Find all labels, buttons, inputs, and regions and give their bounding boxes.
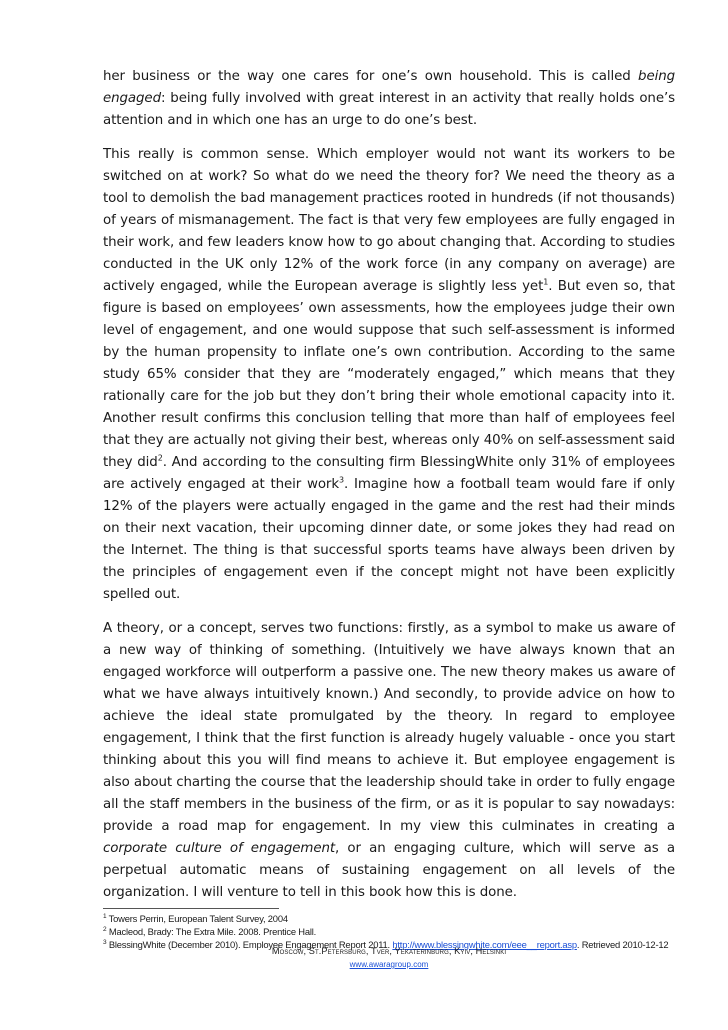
paragraph-3: [103, 618, 675, 904]
text-run: A theory, or a concept, serves two functions: firstly, as a symbol to make us aware of a new way of thinking of something. (Intuitively we have always known that an engaged workforce will outperform a passive one. The new theory makes us aware of what we have always intuitively known.) And secondly, to provide advice on how to achieve the ideal state promulgated by the theory. In regard to employee engagement, I think that the first function is already hugely valuable - once you start thinking about this you will find means to achieve it. But employee engagement is also about charting the course that the leadership should take in order to fully engage all the staff members in the business of the firm, or as it is popular to say nowadays: provide a road map for engagement. In my view this culminates in creating a: [103, 621, 675, 834]
footnote-1: [103, 912, 683, 925]
body-text: [103, 66, 675, 916]
text-run: . Imagine how a football team would fare if only 12% of the players were actually engaged in the game and the rest had their minds on their next vacation, their upcoming dinner date, or some jokes they had read on the Internet. The thing is that successful sports teams have always been driven by the principles of engagement even if the concept might not have been explicitly spelled out.: [103, 477, 675, 602]
footnote-ref-2[interactable]: 2: [157, 453, 163, 463]
footnote-text: BlessingWhite (December 2010). Employee Engagement Report 2011.: [108, 939, 390, 950]
footnote-2: [103, 925, 683, 938]
paragraph-2: [103, 144, 675, 606]
footnote-number: 1: [103, 912, 107, 920]
text-run: , or an engaging culture, which will serve as a perpetual automatic means of sustaining engagement on all levels of the organization. I will venture to tell in this book how this is done.: [103, 841, 675, 900]
footer-website-link[interactable]: www.awaragroup.com: [349, 960, 429, 969]
footnote-number: 3: [103, 938, 107, 946]
text-run: : being fully involved with great interest in an activity that really holds one’s attention and in which one has an urge to do one’s best.: [103, 91, 675, 128]
footer-cities: Moscow, St.Petersburg, Tver, Yekaterinburg, Kyiv, Helsinki: [271, 946, 507, 956]
text-run: . But even so, that figure is based on employees’ own assessments, how the employees judge their own level of engagement, and one would suppose that such self-assessment is informed by the human propensity to inflate one’s own contribution. According to the same study 65% consider that they are “moderately engaged,” which means that they rationally care for the job but they don’t bring their whole emotional capacity into it. Another result confirms this conclusion telling that more than half of employees feel that they are actually not giving their best, whereas only 40% on self-assessment said they did: [103, 279, 675, 470]
text-run: This really is common sense. Which employer would not want its workers to be switched on at work? So what do we need the theory for? We need the theory as a tool to demolish the bad management practices rooted in hundreds (if not thousands) of years of mismanagement. The fact is that very few employees are fully engaged in their work, and few leaders know how to go about changing that. According to studies conducted in the UK only 12% of the work force (in any company on average) are actively engaged, while the European average is slightly less yet: [103, 147, 675, 294]
footnote-text: Towers Perrin, European Talent Survey, 2004: [108, 913, 288, 924]
footnote-divider: [103, 908, 279, 909]
text-run: . And according to the consulting firm BlessingWhite only 31% of employees are actively engaged at their work: [103, 455, 675, 492]
page-footer: [103, 945, 675, 971]
italic-term-corporate-culture: corporate culture of engagement: [103, 841, 335, 856]
italic-term-being-engaged: being engaged: [103, 69, 675, 106]
blessingwhite-report-link[interactable]: http://www.blessingwhite.com/eee__report.asp: [392, 939, 577, 950]
text-run: her business or the way one cares for one’s own household. This is called: [103, 69, 639, 84]
footnote-text-after: . Retrieved 2010-12-12: [576, 939, 669, 950]
paragraph-1: [103, 66, 675, 132]
footnote-ref-3[interactable]: 3: [338, 475, 344, 485]
footnote-text: Macleod, Brady: The Extra Mile. 2008. Prentice Hall.: [108, 926, 317, 937]
footnote-number: 2: [103, 925, 107, 933]
footnote-ref-1[interactable]: 1: [543, 277, 549, 287]
